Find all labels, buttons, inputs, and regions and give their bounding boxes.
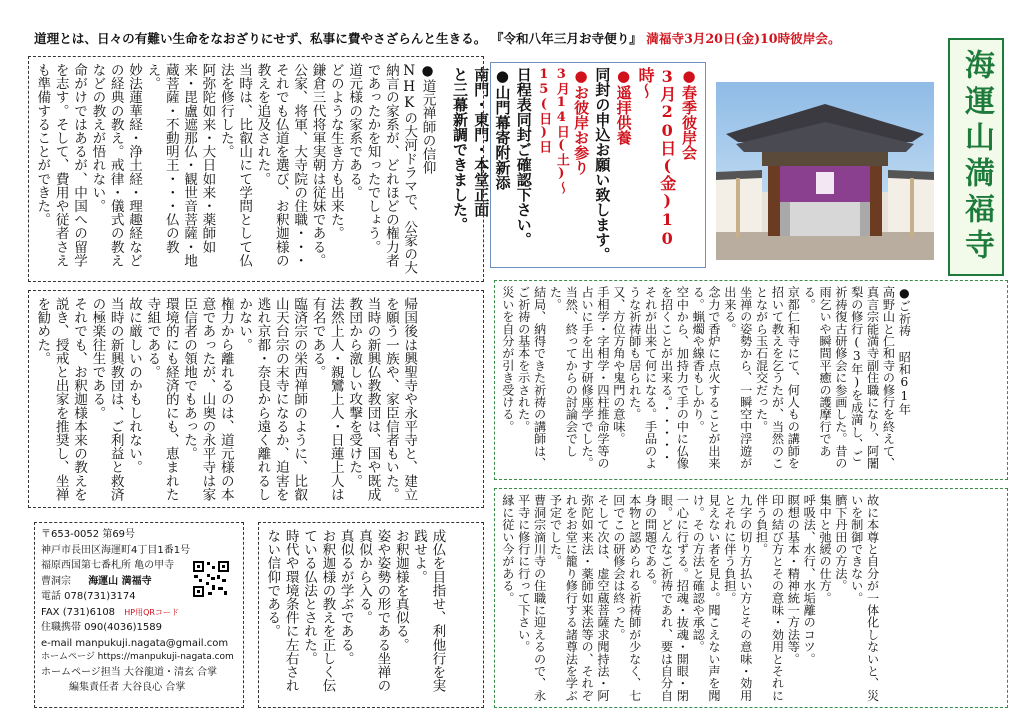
article-prayer-2-text: 故に本尊と自分が一体化しないと、災いを制御できない。 臍下丹田の方法。 集中と弛緩の仕方。 呼吸法、水行、水垢離のコツ。 瞑想の基本・精神統一方法等。 印の結び方とその意味・効用とそれに伴う負担。 九字の切り方払い方とその意味・効用とそれに伴う負担。 見えない者を見よ。聞こえない声を聞け。その方法と確認や承認。 一心に行ずる。招魂・抜魂・開眼・閉眼。どんなご祈祷であれ、要は自分自身の問題である。 本物と認められる祈祷師が少なく、七回でこの研修会は終った。 そして次は、虚空蔵菩薩求聞持法・阿弥陀如来法・薬師如来法等の、それぞれをお堂に籠り修行する諸尊法を学ぶ予定でした。 曹洞宗滴川寺の住職に迎えるので、永平寺に修行に行って下さい。 縁に従い今がある。 [500, 494, 880, 702]
headline-event: 満福寺3月20日(金)10時彼岸会。 [646, 31, 841, 46]
info-temple-name: 海運山 満福寺 [88, 575, 152, 587]
info-mobile: 住職携帯 090(4036)1589 [41, 622, 162, 633]
article-prayer-2 [494, 488, 1008, 708]
article-dogen-faith-1-text: ●道元禅師の信仰 NHKの大河ドラマで、公家の大納言の家系が、どれほどの権力者であったかを知ったでしょう。 道元様の家系である。 どのような生き方も出来た。 鎌倉三代将軍実朝は従妹である。公家、将軍、大寺院の住職・・・ それでも仏道を選び、お釈迦様の教えを追及された。 当時は、比叡山にて学問として仏法を修行した。 阿弥陀如来・大日如来・薬師如来・毘盧遮那仏・観世音菩薩・地蔵菩薩・不動明王・・・仏の教え。 妙法蓮華経・浄土経・理趣経などの経典の教え。戒律・儀式の教えなどの教えが悟れない。 命がけではあるが、中国への留学を志す。そして、費用や従者さえも準備することができた。 [34, 63, 436, 275]
temple-gate-photo [716, 82, 934, 260]
event-remote-memorial-note: 同封の申込お願い致します。 [593, 67, 612, 262]
info-tel: 電話 078(731)3174 [41, 591, 136, 602]
info-fax: FAX (731)6108 [41, 606, 116, 618]
article-dogen-faith-1 [28, 56, 484, 282]
temple-title: 海運山満福寺 [959, 49, 994, 265]
info-address: 神戸市長田区海運町4丁目1番1号 [41, 544, 191, 556]
info-fax-line [41, 605, 237, 621]
article-dogen-faith-3 [258, 522, 484, 708]
info-sect: 曹洞宗 [41, 575, 71, 587]
event-gate-curtain-detail: 南門・東門・本堂正面 [472, 67, 491, 217]
article-prayer-1 [494, 280, 1008, 480]
info-email[interactable]: e-mail manpukuji.nagata@gmail.com [41, 637, 229, 649]
info-pilgrimage: 福原西国第七番札所 亀の甲寺 [41, 560, 175, 571]
event-remote-memorial: ●遥拝供養 [614, 67, 633, 145]
qr-code-icon[interactable] [192, 560, 230, 598]
event-higan-visit: ●お彼岸お参り [572, 67, 591, 175]
info-hp-staff: ホームページ担当 大谷龍道・清玄 合掌 [41, 666, 218, 678]
article-dogen-faith-3-text: 成仏を目指せ、利他行を実践せよ。 お釈迦様を真似る。 姿や姿勢の形である坐禅の真似から入る。 真似るが学ぶである。 お釈迦様の教えを正しく伝ている仏法とされた。 時代や環境条件に左右されない信仰である。 [264, 529, 446, 693]
headline-main: 道理とは、日々の有難い生命をなおざりにせず、私事に費やさざらんと生きる。 [34, 31, 487, 46]
temple-info-block [34, 522, 244, 708]
events-box [450, 62, 706, 268]
headline [34, 28, 1024, 52]
event-higan-visit-date: 3月14日(土)～15(日)日 [536, 67, 569, 194]
article-dogen-faith-2 [28, 290, 484, 508]
event-spring-higan: ●春季彼岸会 [680, 67, 698, 160]
info-editor: 編集責任者 大谷良心 合掌 [69, 682, 186, 694]
temple-gate-illustration [716, 82, 934, 260]
event-gate-curtain-detail-2: と三幕新調できました。 [450, 67, 469, 232]
headline-issue: 『令和八年三月お寺便り』 [490, 31, 642, 46]
event-higan-visit-note: 日程表同封ご確認下さい。 [514, 67, 533, 247]
event-gate-curtain: ●山門幕寄附新添 [493, 67, 512, 190]
article-dogen-faith-2-text: 帰国後は興聖寺や永平寺と、建立を願う一族や、家臣信者もいた。 当時の新興仏教教団は、国や既成教団から激しい攻撃を受けた。 法然上人・親鸞上人・日蓮上人は有名である。 臨済宗の栄西禅師のように、比叡山天台宗の末寺になるか、迫害を逃れ京都・奈良から遠く離れるしかない。 権力から離れるのは、道元様の本意であったが、山奥の永平寺は家臣信者の領地でもあった。 環境的にも経済的にも、恵まれた寺組である。 故に厳しいのかもしれない。 当時の新興教団は、ご利益と救済の極楽往生である。 それでも、お釈迦様本来の教えを説き、授戒と出家を推奨し、坐禅を勧めた。 [34, 297, 418, 501]
info-homepage[interactable]: ホームページ https://manpukuji-nagata.com [41, 652, 234, 662]
info-postal: 〒653-0052 第69号 [41, 529, 136, 540]
event-spring-higan-date: 3月20日(金)10時～ [636, 67, 677, 248]
temple-title-box [948, 38, 1004, 276]
article-prayer-1-text: ●ご祈祷 昭和61年 高野山と仁和寺の修行を終えて、真言宗能満寺副住職になり、阿闍梨の修行(3年)を成満し、ご祈祷復古研修会に参画した。昔の雨乞いや瞬間平癒の護摩行である。 京都仁和寺にて、何人もの講師を招いて教えを乞うたが、当然のことながら玉石混交だった。 坐禅の姿勢から、一瞬空中浮遊が出来る。 念力で香炉に点火することが出来る。蝋燭や線香もしかり。 空中から、加持力で手の中に仏像を招くことが出来る。・・・・・ それが出来て何になる。手品のような祈祷師も居られた。 又、方位方角や鬼門の意味。 手相学・字相学・四柱推命学等の占いに手を出す研修座学でした。 当然、終ってからの討論会でした。 結局、納得できた祈祷の講師は、ご祈祷の基本を示された。 災いを自分が引き受ける。 [500, 286, 912, 469]
info-hp-qr-label: HP用QRコード [124, 607, 179, 617]
